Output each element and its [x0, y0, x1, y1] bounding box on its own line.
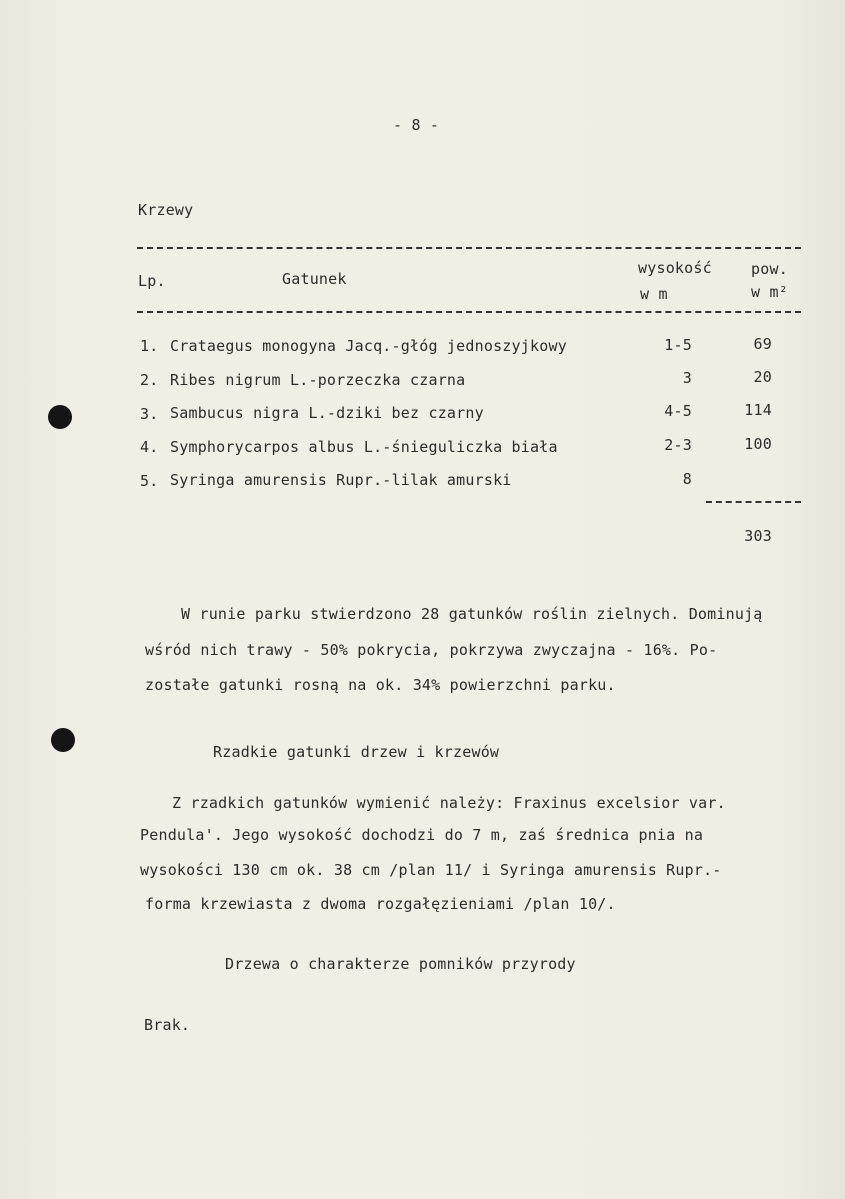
section-title: Krzewy	[138, 201, 194, 219]
table-total: 303	[744, 527, 772, 545]
row-species: Syringa amurensis Rupr.-lilak amurski	[170, 471, 512, 489]
paragraph2-line: Z rzadkich gatunków wymienić należy: Fraxinus excelsior var.	[172, 794, 726, 812]
row-height: 1-5	[664, 336, 692, 354]
row-height: 3	[682, 369, 692, 387]
row-area: 100	[744, 435, 772, 453]
row-lp: 2.	[140, 371, 159, 389]
row-lp: 1.	[140, 337, 159, 355]
section-heading: Drzewa o charakterze pomników przyrody	[225, 955, 576, 973]
row-area: 20	[753, 368, 772, 386]
row-lp: 4.	[140, 438, 159, 456]
row-species: Symphorycarpos albus L.-śnieguliczka biała	[170, 438, 558, 456]
header-area-unit: w m²	[751, 283, 788, 301]
row-species: Crataegus monogyna Jacq.-głóg jednoszyjkowy	[170, 337, 567, 355]
row-species: Sambucus nigra L.-dziki bez czarny	[170, 404, 484, 422]
punch-hole-top	[48, 405, 72, 429]
section-heading: Rzadkie gatunki drzew i krzewów	[213, 743, 500, 761]
table-header-rule	[137, 311, 801, 313]
punch-hole-bottom	[51, 728, 75, 752]
row-species: Ribes nigrum L.-porzeczka czarna	[170, 371, 466, 389]
header-height-unit: w m	[640, 285, 668, 303]
header-species: Gatunek	[282, 270, 347, 288]
header-height: wysokość	[638, 259, 712, 277]
row-area: 69	[753, 335, 772, 353]
paragraph1-line: wśród nich trawy - 50% pokrycia, pokrzywa zwyczajna - 16%. Po-	[145, 641, 718, 659]
header-lp: Lp.	[138, 272, 166, 290]
row-area: 114	[744, 401, 772, 419]
row-height: 4-5	[664, 402, 692, 420]
row-lp: 5.	[140, 472, 159, 490]
closing-text: Brak.	[144, 1016, 191, 1034]
paragraph2-line: Pendula'. Jego wysokość dochodzi do 7 m, zaś średnica pnia na	[140, 826, 704, 844]
row-height: 8	[682, 470, 692, 488]
page-number: - 8 -	[393, 116, 440, 134]
paragraph1-line: W runie parku stwierdzono 28 gatunków roślin zielnych. Dominują	[181, 605, 763, 623]
paragraph1-line: zostałe gatunki rosną na ok. 34% powierzchni parku.	[145, 676, 616, 694]
row-lp: 3.	[140, 405, 159, 423]
paragraph2-line: wysokości 130 cm ok. 38 cm /plan 11/ i Syringa amurensis Rupr.-	[140, 861, 722, 879]
paragraph2-line: forma krzewiasta z dwoma rozgałęzieniami /plan 10/.	[145, 895, 616, 913]
total-rule	[706, 501, 801, 503]
header-area: pow.	[751, 260, 788, 278]
table-top-rule	[137, 247, 801, 249]
row-height: 2-3	[664, 436, 692, 454]
